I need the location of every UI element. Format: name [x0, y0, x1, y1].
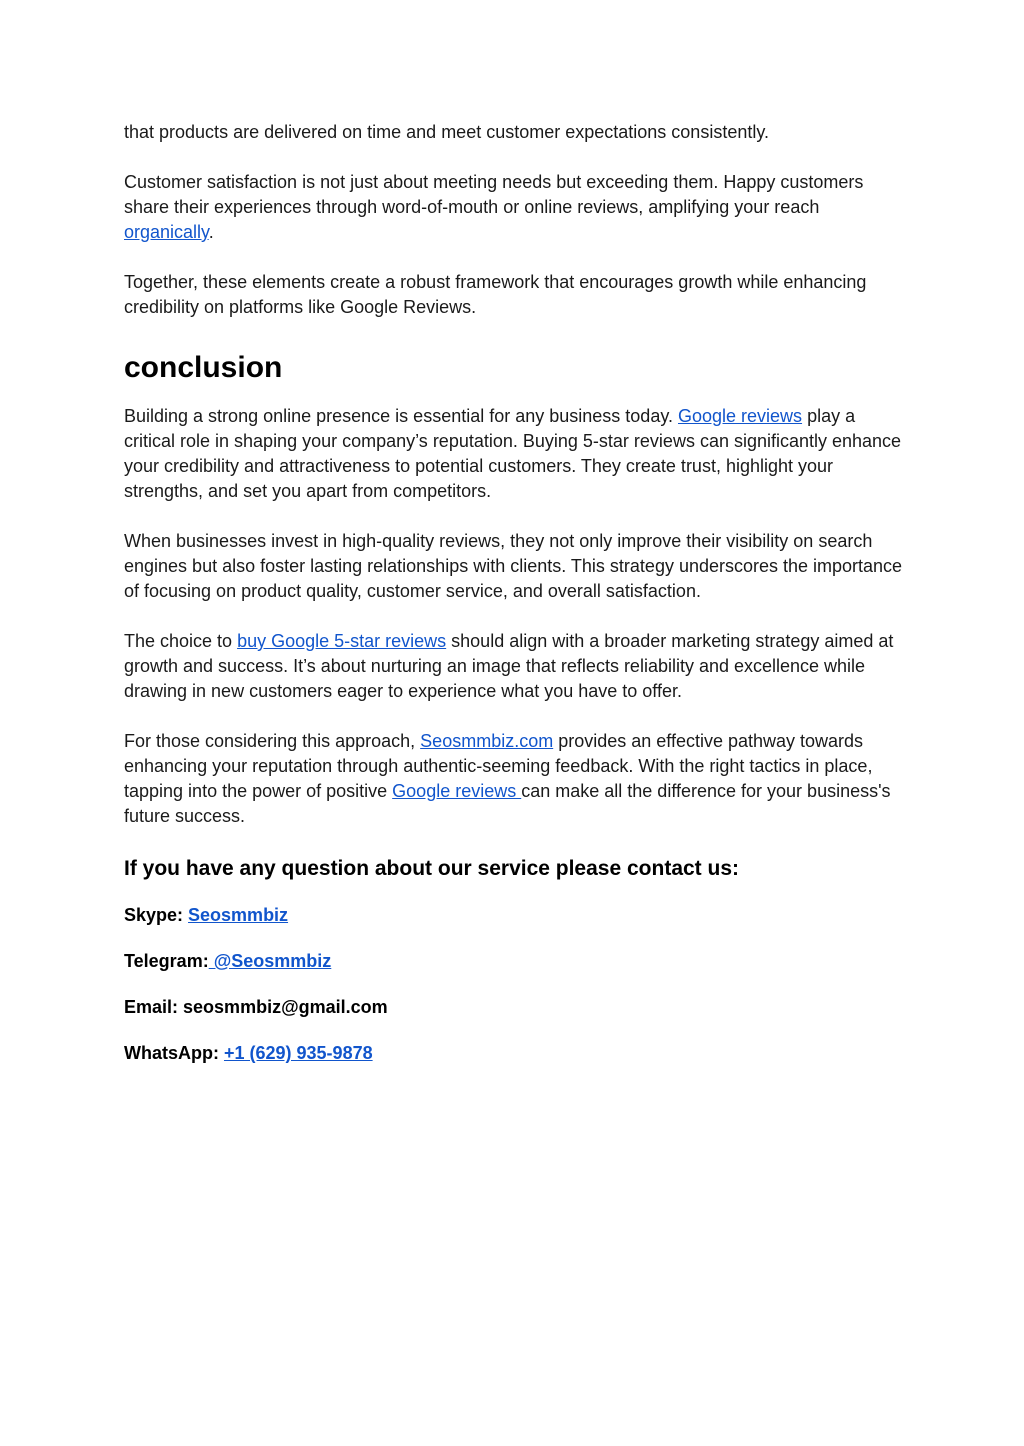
paragraph-text: . — [208, 222, 214, 242]
conclusion-heading: conclusion — [124, 351, 283, 384]
paragraph-framework — [124, 270, 904, 320]
email-value: seosmmbiz@gmail.com — [183, 997, 388, 1017]
paragraph-spacer — [124, 504, 904, 529]
paragraph-approach — [124, 729, 904, 829]
paragraph-delivery — [124, 120, 904, 145]
paragraph-text: provides an effective pathway towards enhancing your reputation through authentic-seeming feedback. With the right tactics in place, tapping into the power of positive — [124, 731, 873, 801]
paragraph-text: The choice to — [124, 631, 238, 651]
google-reviews-link-2[interactable]: Google reviews — [392, 781, 522, 801]
heading-spacer — [124, 386, 904, 404]
paragraph-text: Building a strong online presence is essential for any business today. — [124, 406, 678, 426]
skype-label: Skype: — [124, 905, 189, 925]
paragraph-text: Customer satisfaction is not just about meeting needs but exceeding them. Happy customers share their experiences through word-of-mouth or online reviews, amplifying your reach — [124, 172, 864, 217]
email-label: Email: — [124, 997, 184, 1017]
paragraph-text: should align with a broader marketing strategy aimed at growth and success. It’s about nurturing an image that reflects reliability and excellence while drawing in new customers eager to experience what you have to offer. — [124, 631, 894, 701]
document-page — [124, 120, 904, 1065]
paragraph-text: can make all the difference for your business's future success. — [124, 781, 891, 826]
contact-spacer — [124, 973, 904, 995]
paragraph-satisfaction — [124, 170, 904, 245]
paragraph-text: For those considering this approach, — [124, 731, 421, 751]
paragraph-spacer — [124, 704, 904, 729]
contact-spacer — [124, 1019, 904, 1041]
whatsapp-link[interactable]: +1 (629) 935-9878 — [223, 1043, 373, 1063]
contact-spacer — [124, 927, 904, 949]
paragraph-choice — [124, 629, 904, 704]
contact-skype — [124, 903, 904, 927]
buy-reviews-link[interactable]: buy Google 5-star reviews — [237, 631, 447, 651]
contact-heading: If you have any question about our service please contact us: — [124, 857, 739, 880]
section-spacer — [124, 883, 904, 903]
heading-spacer — [124, 320, 904, 350]
paragraph-spacer — [124, 604, 904, 629]
contact-telegram — [124, 949, 904, 973]
whatsapp-label: WhatsApp: — [124, 1043, 224, 1063]
telegram-link[interactable]: @Seosmmbiz — [208, 951, 332, 971]
skype-link[interactable]: Seosmmbiz — [188, 905, 289, 925]
organically-link[interactable]: organically — [124, 222, 209, 242]
section-spacer — [124, 829, 904, 855]
paragraph-spacer — [124, 245, 904, 270]
paragraph-text: When businesses invest in high-quality reviews, they not only improve their visibility on search engines but also foster lasting relationships with clients. This strategy underscores the importance of focusing on product quality, customer service, and overall satisfaction. — [124, 531, 903, 601]
paragraph-online-presence — [124, 404, 904, 504]
paragraph-invest — [124, 529, 904, 604]
paragraph-text: that products are delivered on time and meet customer expectations consistently. — [124, 122, 770, 142]
contact-email — [124, 995, 904, 1019]
paragraph-text: play a critical role in shaping your company’s reputation. Buying 5-star reviews can significantly enhance your credibility and attractiveness to potential customers. They create trust, highlight your strengths, and set you apart from competitors. — [124, 406, 902, 501]
google-reviews-link[interactable]: Google reviews — [678, 406, 803, 426]
telegram-label: Telegram: — [124, 951, 209, 971]
contact-whatsapp — [124, 1041, 904, 1065]
seosmmbiz-site-link[interactable]: Seosmmbiz.com — [420, 731, 554, 751]
paragraph-text: Together, these elements create a robust framework that encourages growth while enhancing credibility on platforms like Google Reviews. — [124, 272, 867, 317]
paragraph-spacer — [124, 145, 904, 170]
